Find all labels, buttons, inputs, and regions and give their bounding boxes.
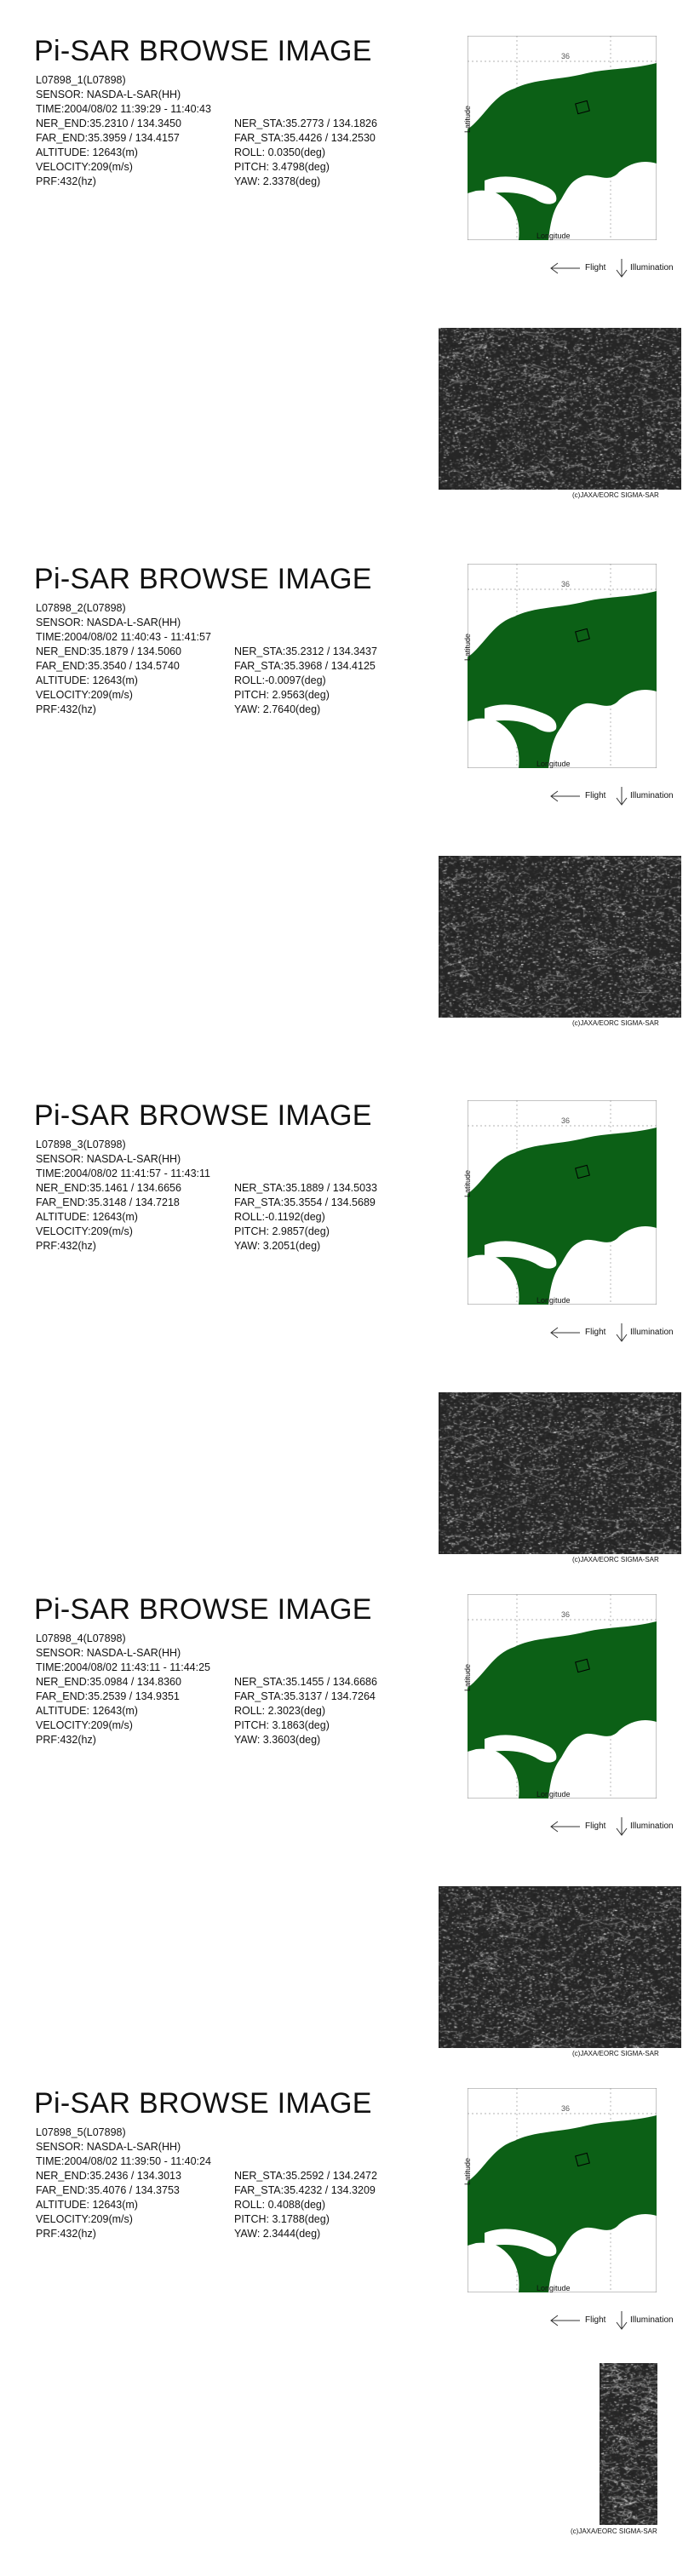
down-arrow-icon [615, 257, 628, 279]
far-sta: FAR_STA:35.4426 / 134.2530 [234, 132, 376, 144]
roll: ROLL: 0.0350(deg) [234, 146, 326, 158]
longitude-label: Longitude [536, 2284, 571, 2292]
roll: ROLL:-0.0097(deg) [234, 674, 326, 686]
left-arrow-icon [549, 788, 583, 805]
direction-legend [549, 1322, 686, 1344]
ner-end: NER_END:35.0984 / 134.8360 [36, 1676, 181, 1688]
far-end: FAR_END:35.4076 / 134.3753 [36, 2184, 180, 2196]
altitude: ALTITUDE: 12643(m) [36, 674, 138, 686]
illumination-label: Illumination [630, 1822, 674, 1831]
altitude: ALTITUDE: 12643(m) [36, 146, 138, 158]
velocity: VELOCITY:209(m/s) [36, 161, 133, 173]
left-arrow-icon [549, 260, 583, 277]
prf: PRF:432(hz) [36, 1240, 96, 1252]
velocity: VELOCITY:209(m/s) [36, 1719, 133, 1731]
down-arrow-icon [615, 1816, 628, 1838]
prf: PRF:432(hz) [36, 1734, 96, 1746]
flight-label: Flight [585, 1328, 606, 1337]
ner-sta: NER_STA:35.2773 / 134.1826 [234, 118, 377, 129]
far-sta: FAR_STA:35.3968 / 134.4125 [234, 660, 376, 672]
sensor-label: SENSOR: NASDA-L-SAR(HH) [36, 1153, 181, 1165]
sensor-label: SENSOR: NASDA-L-SAR(HH) [36, 89, 181, 100]
altitude: ALTITUDE: 12643(m) [36, 1211, 138, 1223]
credit-text: (c)JAXA/EORC SIGMA-SAR [572, 491, 659, 499]
time-range: TIME:2004/08/02 11:41:57 - 11:43:11 [36, 1168, 211, 1179]
direction-legend [549, 257, 686, 279]
browse-section [0, 1592, 700, 2082]
left-arrow-icon [549, 1324, 583, 1341]
credit-text: (c)JAXA/EORC SIGMA-SAR [572, 2050, 659, 2057]
left-arrow-icon [549, 1818, 583, 1835]
far-sta: FAR_STA:35.4232 / 134.3209 [234, 2184, 376, 2196]
sar-image [600, 2363, 657, 2525]
left-arrow-icon [549, 2312, 583, 2329]
roll: ROLL: 0.4088(deg) [234, 2199, 326, 2211]
yaw: YAW: 2.3444(deg) [234, 2228, 321, 2240]
direction-legend [549, 785, 686, 807]
far-sta: FAR_STA:35.3554 / 134.5689 [234, 1196, 376, 1208]
prf: PRF:432(hz) [36, 175, 96, 187]
ner-end: NER_END:35.2436 / 134.3013 [36, 2170, 181, 2182]
ner-sta: NER_STA:35.1455 / 134.6686 [234, 1676, 377, 1688]
sar-image [439, 1392, 681, 1554]
location-map [468, 1594, 657, 1799]
down-arrow-icon [615, 1322, 628, 1344]
location-map [468, 2088, 657, 2292]
ner-sta: NER_STA:35.2312 / 134.3437 [234, 645, 377, 657]
velocity: VELOCITY:209(m/s) [36, 689, 133, 701]
sar-texture [600, 2363, 657, 2525]
pitch: PITCH: 2.9857(deg) [234, 1225, 330, 1237]
roll: ROLL:-0.1192(deg) [234, 1211, 325, 1223]
section-title: Pi-SAR BROWSE IMAGE [34, 563, 372, 595]
browse-section [0, 1099, 700, 1588]
longitude-label: Longitude [536, 760, 571, 768]
pitch: PITCH: 3.1863(deg) [234, 1719, 330, 1731]
location-map [468, 36, 657, 240]
velocity: VELOCITY:209(m/s) [36, 1225, 133, 1237]
altitude: ALTITUDE: 12643(m) [36, 2199, 138, 2211]
credit-text: (c)JAXA/EORC SIGMA-SAR [572, 1556, 659, 1563]
prf: PRF:432(hz) [36, 2228, 96, 2240]
time-range: TIME:2004/08/02 11:39:29 - 11:40:43 [36, 103, 211, 115]
browse-section [0, 562, 700, 1052]
prf: PRF:432(hz) [36, 703, 96, 715]
illumination-label: Illumination [630, 1328, 674, 1337]
longitude-label: Longitude [536, 1790, 571, 1799]
flight-label: Flight [585, 1822, 606, 1831]
sensor-label: SENSOR: NASDA-L-SAR(HH) [36, 617, 181, 628]
ner-end: NER_END:35.1461 / 134.6656 [36, 1182, 181, 1194]
direction-legend [549, 1816, 686, 1838]
sar-texture [439, 856, 681, 1018]
browse-section [0, 34, 700, 524]
illumination-label: Illumination [630, 263, 674, 273]
pitch: PITCH: 2.9563(deg) [234, 689, 330, 701]
scene-id: L07898_3(L07898) [36, 1139, 126, 1150]
yaw: YAW: 2.3378(deg) [234, 175, 321, 187]
scene-id: L07898_4(L07898) [36, 1632, 126, 1644]
sensor-label: SENSOR: NASDA-L-SAR(HH) [36, 2141, 181, 2153]
sensor-label: SENSOR: NASDA-L-SAR(HH) [36, 1647, 181, 1659]
section-title: Pi-SAR BROWSE IMAGE [34, 1099, 372, 1132]
credit-text: (c)JAXA/EORC SIGMA-SAR [572, 1019, 659, 1027]
ner-end: NER_END:35.1879 / 134.5060 [36, 645, 181, 657]
latitude-label: Latitude [463, 105, 472, 134]
flight-label: Flight [585, 263, 606, 273]
illumination-label: Illumination [630, 2315, 674, 2325]
section-title: Pi-SAR BROWSE IMAGE [34, 35, 372, 67]
sar-texture [439, 1392, 681, 1554]
credit-text: (c)JAXA/EORC SIGMA-SAR [571, 2527, 657, 2535]
sar-image [439, 856, 681, 1018]
map-grid-label: 36 [561, 2104, 571, 2113]
far-end: FAR_END:35.3540 / 134.5740 [36, 660, 180, 672]
down-arrow-icon [615, 2309, 628, 2332]
altitude: ALTITUDE: 12643(m) [36, 1705, 138, 1717]
latitude-label: Latitude [463, 2157, 472, 2186]
time-range: TIME:2004/08/02 11:40:43 - 11:41:57 [36, 631, 211, 643]
down-arrow-icon [615, 785, 628, 807]
yaw: YAW: 2.7640(deg) [234, 703, 321, 715]
browse-section [0, 2086, 700, 2576]
sar-image [439, 328, 681, 490]
pitch: PITCH: 3.1788(deg) [234, 2213, 330, 2225]
sar-image [439, 1886, 681, 2048]
latitude-label: Latitude [463, 1169, 472, 1198]
sar-texture [439, 1886, 681, 2048]
location-map [468, 564, 657, 768]
section-title: Pi-SAR BROWSE IMAGE [34, 2087, 372, 2120]
map-grid-label: 36 [561, 1116, 571, 1125]
far-end: FAR_END:35.2539 / 134.9351 [36, 1690, 180, 1702]
time-range: TIME:2004/08/02 11:43:11 - 11:44:25 [36, 1661, 211, 1673]
longitude-label: Longitude [536, 1296, 571, 1305]
far-end: FAR_END:35.3959 / 134.4157 [36, 132, 180, 144]
far-sta: FAR_STA:35.3137 / 134.7264 [234, 1690, 376, 1702]
scene-id: L07898_2(L07898) [36, 602, 126, 614]
longitude-label: Longitude [536, 232, 571, 240]
ner-end: NER_END:35.2310 / 134.3450 [36, 118, 181, 129]
latitude-label: Latitude [463, 633, 472, 662]
time-range: TIME:2004/08/02 11:39:50 - 11:40:24 [36, 2155, 211, 2167]
illumination-label: Illumination [630, 791, 674, 800]
scene-id: L07898_1(L07898) [36, 74, 126, 86]
direction-legend [549, 2309, 686, 2332]
far-end: FAR_END:35.3148 / 134.7218 [36, 1196, 180, 1208]
ner-sta: NER_STA:35.2592 / 134.2472 [234, 2170, 377, 2182]
location-map [468, 1100, 657, 1305]
section-title: Pi-SAR BROWSE IMAGE [34, 1593, 372, 1626]
latitude-label: Latitude [463, 1663, 472, 1692]
roll: ROLL: 2.3023(deg) [234, 1705, 326, 1717]
sar-texture [439, 328, 681, 490]
map-grid-label: 36 [561, 580, 571, 588]
yaw: YAW: 3.3603(deg) [234, 1734, 321, 1746]
flight-label: Flight [585, 791, 606, 800]
yaw: YAW: 3.2051(deg) [234, 1240, 321, 1252]
map-grid-label: 36 [561, 1610, 571, 1619]
velocity: VELOCITY:209(m/s) [36, 2213, 133, 2225]
scene-id: L07898_5(L07898) [36, 2126, 126, 2138]
ner-sta: NER_STA:35.1889 / 134.5033 [234, 1182, 377, 1194]
pitch: PITCH: 3.4798(deg) [234, 161, 330, 173]
flight-label: Flight [585, 2315, 606, 2325]
map-grid-label: 36 [561, 52, 571, 60]
